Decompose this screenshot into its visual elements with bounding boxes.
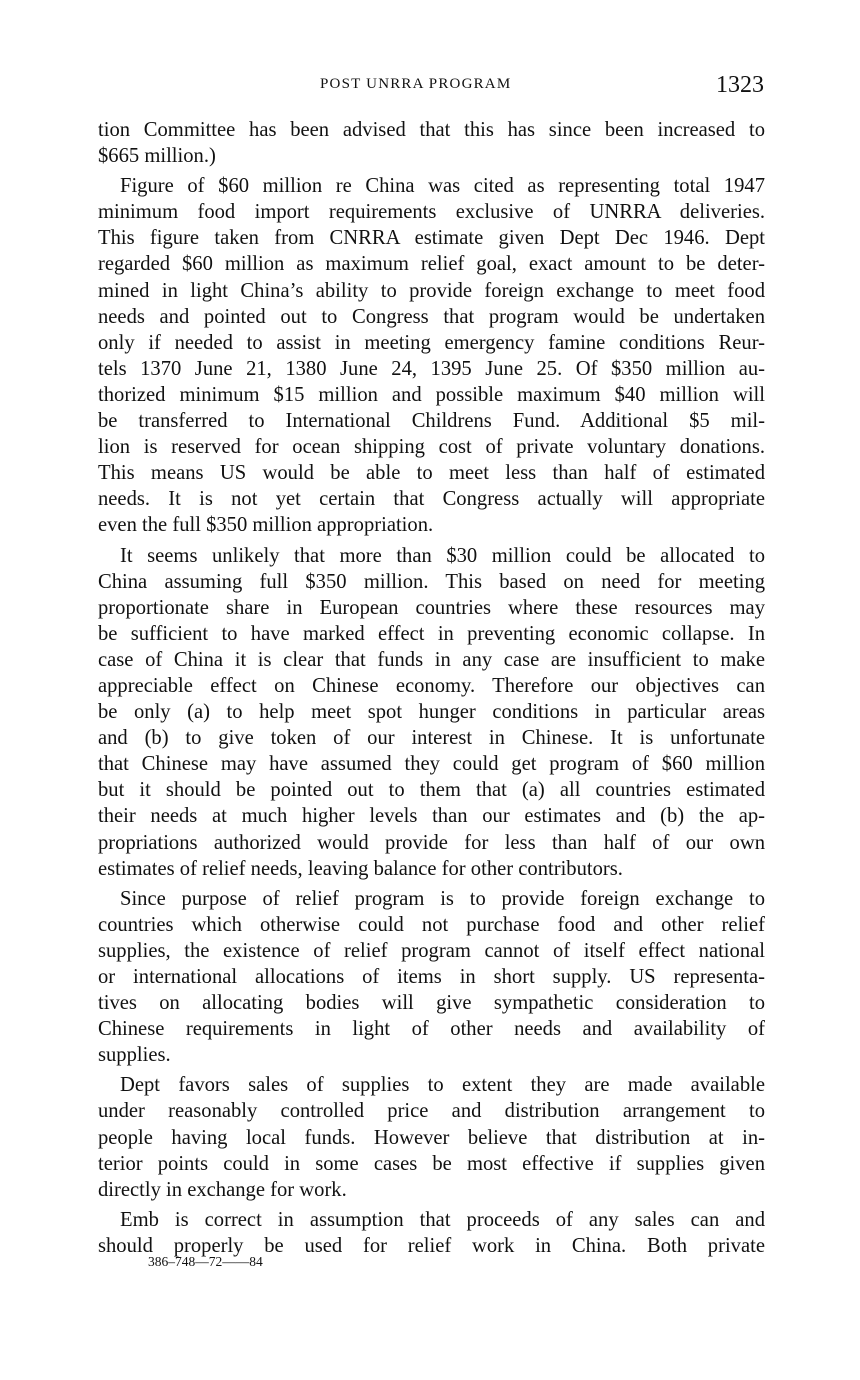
paragraph	[98, 543, 765, 882]
text-line: This means US would be able to meet less than half of estimated	[98, 462, 765, 485]
text-line: Chinese requirements in light of other needs and availability of	[98, 1018, 765, 1041]
printer-signature-mark: 386–748—72——84	[148, 1254, 263, 1269]
text-line: be only (a) to help meet spot hunger conditions in particular areas	[98, 701, 765, 724]
text-line: tels 1370 June 21, 1380 June 24, 1395 June 25. Of $350 million au-	[98, 357, 765, 380]
text-line: terior points could in some cases be most effective if supplies given	[98, 1152, 765, 1175]
running-head: POST UNRRA PROGRAM	[320, 76, 512, 92]
text-line: or international allocations of items in short supply. US representa-	[98, 966, 765, 988]
text-line: but it should be pointed out to them that (a) all countries estimated	[98, 779, 765, 802]
text-line: proportionate share in European countries where these resources may	[98, 596, 765, 619]
text-line: even the full $350 million appropriation.	[98, 514, 434, 537]
text-line: should properly be used for relief work in China. Both private	[98, 1234, 765, 1257]
text-line: Dept favors sales of supplies to extent they are made available	[120, 1074, 765, 1097]
text-line: estimates of relief needs, leaving balance for other contributors.	[98, 857, 623, 880]
paragraph	[98, 1072, 765, 1202]
text-line: supplies, the existence of relief program cannot of itself effect national	[98, 939, 765, 962]
text-line: appreciable effect on Chinese economy. Therefore our objectives can	[98, 674, 765, 697]
text-line: It seems unlikely that more than $30 million could be allocated to	[120, 544, 765, 567]
text-line: Emb is correct in assumption that proceeds of any sales can and	[120, 1208, 765, 1231]
text-line: be sufficient to have marked effect in preventing economic collapse. In	[98, 622, 765, 645]
paragraph	[98, 1207, 765, 1259]
text-line: propriations authorized would provide for less than half of our own	[98, 831, 765, 854]
text-line: This figure taken from CNRRA estimate given Dept Dec 1946. Dept	[98, 227, 765, 250]
text-line: Figure of $60 million re China was cited as representing total 1947	[120, 175, 765, 198]
text-line: thorized minimum $15 million and possible maximum $40 million will	[98, 383, 765, 406]
text-line: that Chinese may have assumed they could get program of $60 million	[98, 753, 765, 776]
paragraph	[98, 173, 765, 538]
text-line: only if needed to assist in meeting emergency famine conditions Reur-	[98, 331, 765, 354]
text-line: under reasonably controlled price and distribution arrangement to	[98, 1100, 765, 1123]
text-line: directly in exchange for work.	[98, 1178, 347, 1201]
text-line: tives on allocating bodies will give sympathetic consideration to	[98, 992, 765, 1015]
text-line: needs. It is not yet certain that Congress actually will appropriate	[98, 488, 765, 511]
text-line: countries which otherwise could not purchase food and other relief	[98, 913, 765, 936]
text-line: needs and pointed out to Congress that program would be undertaken	[98, 305, 765, 328]
body-text	[98, 117, 765, 1263]
text-line: tion Committee has been advised that this has since been increased to	[98, 119, 765, 141]
paragraph	[98, 117, 765, 169]
text-line: mined in light China’s ability to provide foreign exchange to meet food	[98, 279, 765, 302]
text-line: $665 million.)	[98, 145, 216, 168]
text-line: case of China it is clear that funds in any case are insufficient to make	[98, 648, 765, 671]
text-line: their needs at much higher levels than our estimates and (b) the ap-	[98, 805, 765, 828]
text-line: China assuming full $350 million. This based on need for meeting	[98, 570, 765, 593]
text-line: supplies.	[98, 1044, 171, 1067]
text-line: minimum food import requirements exclusive of UNRRA deliveries.	[98, 201, 765, 224]
text-line: lion is reserved for ocean shipping cost of private voluntary donations.	[98, 436, 765, 459]
paragraph	[98, 886, 765, 1069]
page-number: 1323	[716, 72, 764, 98]
text-line: and (b) to give token of our interest in Chinese. It is unfortunate	[98, 727, 765, 750]
text-line: Since purpose of relief program is to provide foreign exchange to	[120, 887, 765, 910]
text-line: be transferred to International Childrens Fund. Additional $5 mil-	[98, 410, 765, 433]
text-line: regarded $60 million as maximum relief goal, exact amount to be deter-	[98, 253, 765, 276]
text-line: people having local funds. However believe that distribution at in-	[98, 1126, 765, 1149]
